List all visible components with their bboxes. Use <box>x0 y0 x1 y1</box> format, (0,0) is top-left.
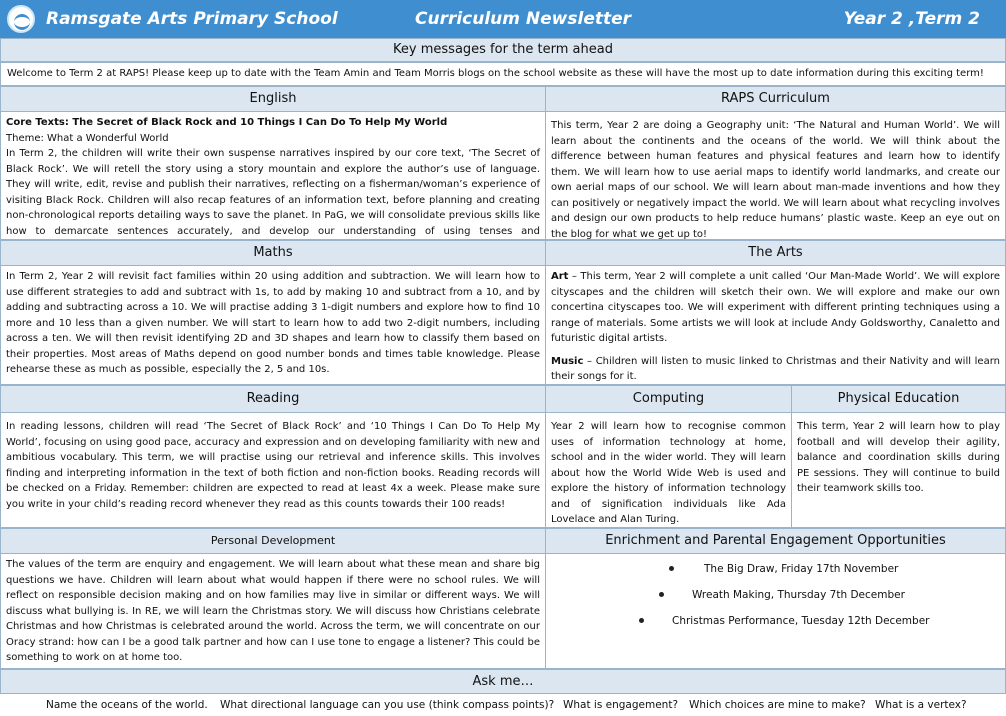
the-arts-heading: The Arts <box>545 240 1006 266</box>
reading-content <box>0 412 546 528</box>
enrichment-item: Wreath Making, Thursday 7th December <box>551 582 1000 608</box>
art-body: – This term, Year 2 will complete a unit called ‘Our Man-Made World’. We will explore cityscapes and the children will sketch their own. We will explore and make our own concertina cityscapes too. We will experiment with different printing techniques using a range of materials. Some artists we will look at include Andy Goldsworthy, Canaletto and futuristic digital artists. <box>551 271 1000 344</box>
pe-content <box>791 412 1006 528</box>
raps-curriculum-heading: RAPS Curriculum <box>545 86 1006 112</box>
english-theme: Theme: What a Wonderful World <box>6 132 169 144</box>
english-body: In Term 2, the children will write their own suspense narratives inspired by our core text, ‘The Secret of Black Rock’. We will retell the story using a story mountain and explore the author’s use of language. They will write, edit, revise and publish their narratives, reflecting on a fisherman/woman’s experience of visiting Black Rock. Children will also recap features of an information text, before planning and creating non-chronological reports detailing ways to save the planet. In PaG, we will consolidate previous skills like how to demarcate sentences accurately, and develop our understanding of using tenses and <box>6 148 540 237</box>
personal-development-content <box>0 553 546 669</box>
ask-question: What is engagement? <box>563 699 679 711</box>
enrichment-item: The Big Draw, Friday 17th November <box>551 556 1000 582</box>
ask-question: Name the oceans of the world. <box>46 699 208 711</box>
ask-me-questions <box>0 694 1006 716</box>
music-body: – Children will listen to music linked to Christmas and their Nativity and will learn their songs for it. <box>551 355 1000 382</box>
the-arts-content <box>545 265 1006 385</box>
welcome-message: Welcome to Term 2 at RAPS! Please keep up to date with the Team Amin and Team Morris blogs on the school website as these will have the most up to date information during this exciting term! <box>0 62 1006 86</box>
maths-content <box>0 265 546 385</box>
key-messages-heading: Key messages for the term ahead <box>0 38 1006 62</box>
computing-heading: Computing <box>545 385 792 413</box>
newsletter-title: Curriculum Newsletter <box>415 9 632 29</box>
maths-body: In Term 2, Year 2 will revisit fact families within 20 using addition and subtraction. We will learn how to use different strategies to add and subtract with 1s, to add by making 10 and subtract from a 10, and by adding and subtracting across a 10. We will practise adding 3 1-digit numbers and explore how to find 10 more and 10 less than a given number. We will start to learn how to add two 2-digit numbers, including across a ten. We will then revisit identifying 2D and 3D shapes and learn how to classify them based on their properties. Most areas of Maths depend on good number bonds and times table knowledge. Please rehearse these as much as possible, especially the 2, 5 and 10s. <box>6 271 540 375</box>
enrichment-content <box>545 553 1006 669</box>
computing-body: Year 2 will learn how to recognise common uses of information technology at home, school and in the wider world. They will learn about how the World Wide Web is used and explore the history of information technology and of signification individuals like Ada Lovelace and Alan Turing. <box>551 421 786 525</box>
computing-content <box>545 412 792 528</box>
pe-body: This term, Year 2 will learn how to play football and will develop their agility, balance and coordination skills during PE sessions. They will continue to build their teamwork skills too. <box>797 421 1000 494</box>
raps-curriculum-content <box>545 111 1006 240</box>
ask-question: What is a vertex? <box>875 699 967 711</box>
bullet-icon <box>639 618 644 623</box>
enrichment-heading: Enrichment and Parental Engagement Opportunities <box>545 528 1006 554</box>
ask-question: Which choices are mine to make? <box>689 699 866 711</box>
header-banner <box>0 0 1006 38</box>
bullet-icon <box>659 592 664 597</box>
term-label: Year 2 ,Term 2 <box>843 9 980 29</box>
music-label: Music <box>551 355 584 367</box>
pe-heading: Physical Education <box>791 385 1006 413</box>
english-core-texts: Core Texts: The Secret of Black Rock and 10 Things I Can Do To Help My World <box>6 117 448 128</box>
school-name: Ramsgate Arts Primary School <box>46 9 338 29</box>
enrichment-item: Christmas Performance, Tuesday 12th December <box>551 608 1000 634</box>
art-label: Art <box>551 271 569 282</box>
english-heading: English <box>0 86 546 112</box>
personal-development-heading: Personal Development <box>0 528 546 554</box>
personal-development-body: The values of the term are enquiry and engagement. We will learn about what these mean and share big questions we have. Children will learn about what would happen if there were no school rules. We will reflect on responsible decision making and on how families may live in similar or different ways. We will discuss what bullying is. In RE, we will learn the Christmas story. We will discuss how Christians celebrate Christmas and how Christmas is celebrated around the world. Across the term, we will concentrate on our Oracy strand: how can I be a good talk partner and how can I use tone to engage a listener? This could be something to work on at home too. <box>6 559 540 663</box>
school-logo-icon <box>7 5 35 33</box>
reading-body: In reading lessons, children will read ‘The Secret of Black Rock’ and ‘10 Things I Can Do To Help My World’, focusing on using good pace, accuracy and expression and on developing familiarity with new and ambitious vocabulary. This term, we will practise using our retrieval and inference skills. This involves finding and interpreting information in the text of both fiction and non-fiction books. Reading records will be checked on a Friday. Remember: children are expected to read at least 4x a week. Please make sure you write in your child’s reading record whenever they read as this counts towards their 100 reads! <box>6 421 540 510</box>
reading-heading: Reading <box>0 385 546 413</box>
ask-question: What directional language can you use (think compass points)? <box>220 699 555 711</box>
english-content <box>0 111 546 240</box>
raps-curriculum-body: This term, Year 2 are doing a Geography unit: ‘The Natural and Human World’. We will learn about the continents and the oceans of the world. We will think about the difference between human features and physical features and learn how to identify them. We will learn how to use aerial maps to identify world landmarks, and create our own aerial maps of our school. We will learn about man-made inventions and how they can positively or negatively impact the world. We will learn about what recycling involves and design our own products to help reduce humans’ plastic waste. Keep an eye out on the blog for what we get up to! <box>551 120 1000 240</box>
maths-heading: Maths <box>0 240 546 266</box>
ask-me-heading: Ask me… <box>0 669 1006 694</box>
bullet-icon <box>669 566 674 571</box>
